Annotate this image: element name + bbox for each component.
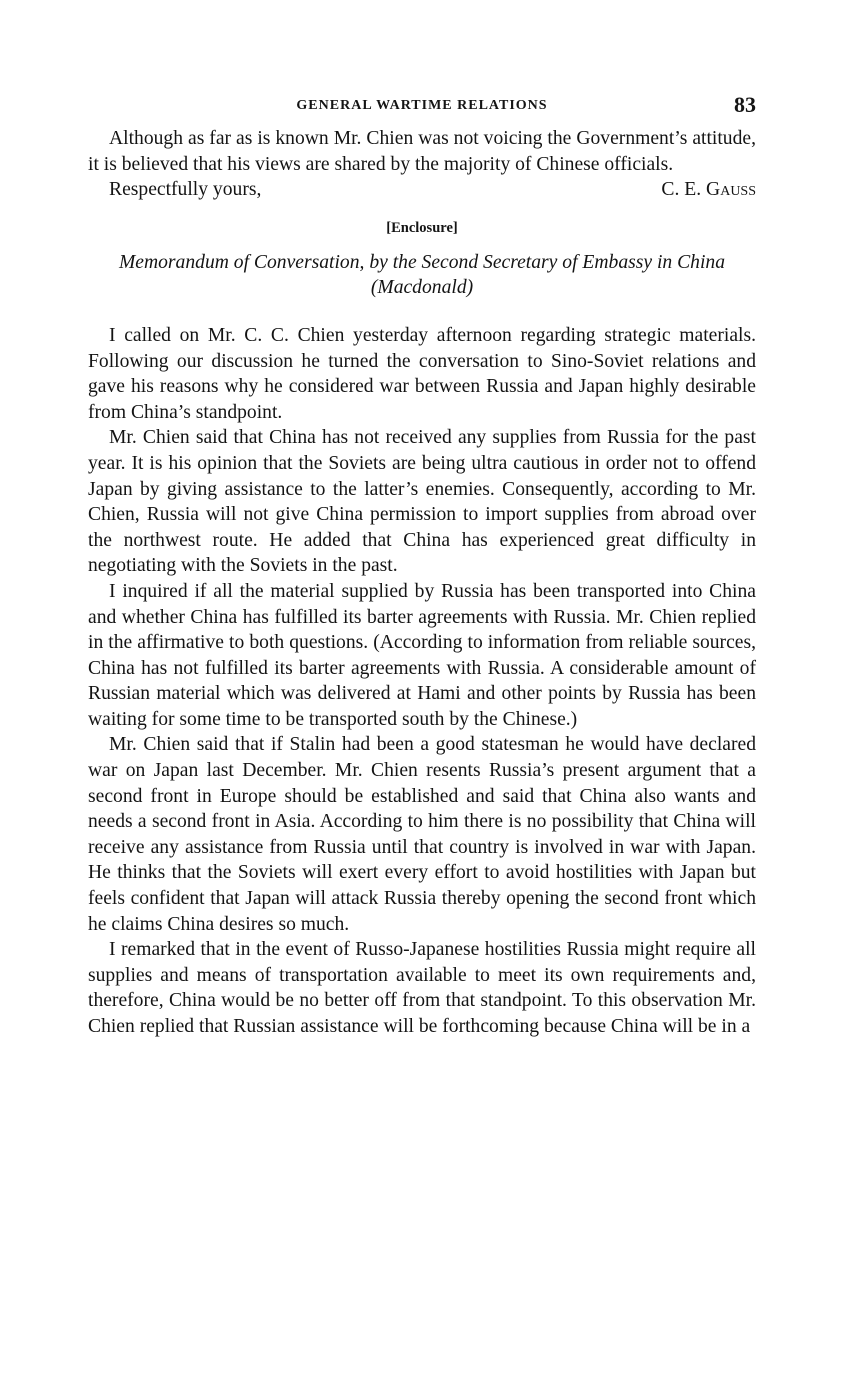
memo-paragraph: I remarked that in the event of Russo-Japanese hostilities Russia might require all supplies and means of transportation available to meet its own requirements and, therefore, China would be no better off from that standpoint. To this observation Mr. Chien replied that Russian assistance will be forthcoming because China will be in a	[88, 939, 756, 1037]
memo-paragraph: Mr. Chien said that if Stalin had been a good statesman he would have declared war on Japan last December. Mr. Chien resents Russia’s present argument that a second front in Europe should be established and said that China also wants and needs a second front in Asia. According to him there is no possibility that China will receive any assistance from Russia until that country is involved in war with Japan. He thinks that the Soviets will exert every effort to avoid hostilities with Japan but feels confident that Japan will attack Russia thereby opening the second front which he claims China desires so much.	[88, 734, 756, 935]
document-page	[88, 92, 756, 1040]
page-number: 83	[734, 92, 756, 117]
signature: C. E. Gauss	[661, 179, 756, 201]
memo-title: Memorandum of Conversation, by the Second Secretary of Embassy in China (Macdonald)	[118, 251, 726, 299]
memo-paragraph: I called on Mr. C. C. Chien yesterday afternoon regarding strategic materials. Following our discussion he turned the conversation to Sino-Soviet relations and gave his reasons why he considered war between Russia and Japan highly desirable from China’s standpoint.	[88, 324, 756, 423]
running-header	[88, 92, 756, 126]
running-title: GENERAL WARTIME RELATIONS	[296, 98, 548, 113]
memo-paragraph: Mr. Chien said that China has not received any supplies from Russia for the past year. It is his opinion that the Soviets are being ultra cautious in order not to offend Japan by giving assistance to the latter’s enemies. Consequently, according to Mr. Chien, Russia will not give China permission to import supplies from abroad over the northwest route. He added that China has experienced great difficulty in negotiating with the Soviets in the past.	[88, 427, 756, 577]
letter-closing-paragraph: Although as far as is known Mr. Chien was not voicing the Government’s attitude, it is believed that his views are shared by the majority of Chinese officials.	[88, 128, 756, 175]
complimentary-close: Respectfully yours,	[109, 179, 262, 201]
memo-paragraph: I inquired if all the material supplied by Russia has been transported into China and whether China has fulfilled its barter agreements with Russia. Mr. Chien replied in the affirmative to both questions. (According to information from reliable sources, China has not fulfilled its barter agreements with Russia. A considerable amount of Russian material which was delivered at Hami and other points by Russia has been waiting for some time to be transported south by the Chinese.)	[88, 580, 756, 730]
letter-signoff	[88, 177, 756, 203]
enclosure-label: [Enclosure]	[386, 219, 458, 236]
